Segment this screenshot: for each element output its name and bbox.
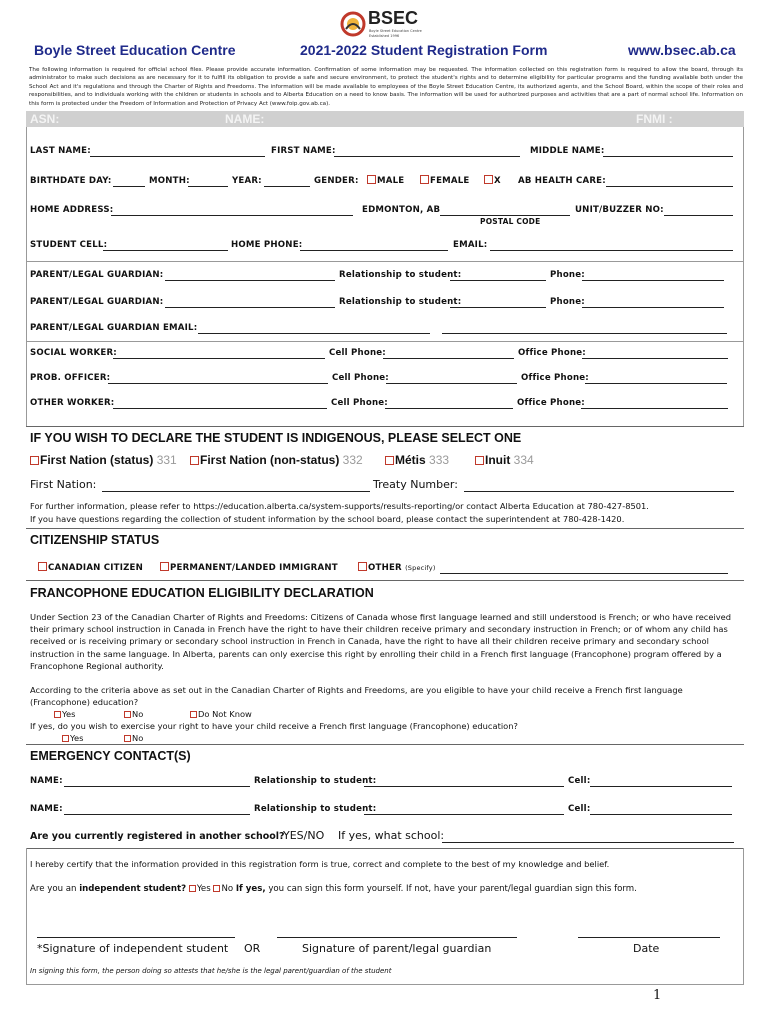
other-school-question: Are you currently registered in another school?	[30, 831, 285, 842]
independent-no-option[interactable]: No	[213, 884, 233, 894]
postal-code-label: POSTAL CODE	[480, 217, 541, 226]
q1-dont-know-option[interactable]: Do Not Know	[190, 709, 252, 719]
asn-label: ASN:	[30, 112, 60, 126]
emergency2-relationship-field[interactable]	[364, 814, 564, 815]
guardian1-field[interactable]	[165, 280, 335, 281]
divider	[26, 341, 744, 342]
q1-dont-know-checkbox[interactable]	[190, 711, 197, 718]
month-field[interactable]	[188, 186, 228, 187]
guardian2-relationship-label: Relationship to student:	[339, 297, 462, 307]
divider	[26, 528, 744, 529]
canadian-citizen-option[interactable]: CANADIAN CITIZEN	[38, 562, 143, 573]
ab-health-field[interactable]	[606, 186, 733, 187]
emergency1-name-label: NAME:	[30, 776, 63, 786]
other-school-field[interactable]	[442, 842, 734, 843]
other-worker-label: OTHER WORKER:	[30, 398, 115, 408]
date-label: Date	[633, 942, 660, 955]
first-name-field[interactable]	[334, 156, 520, 157]
social-office-field[interactable]	[582, 358, 728, 359]
home-phone-field[interactable]	[300, 250, 448, 251]
date-line[interactable]	[578, 937, 720, 938]
first-nation-nonstatus-option[interactable]: First Nation (non-status) 332	[190, 453, 363, 467]
guardian1-relationship-label: Relationship to student:	[339, 270, 462, 280]
guardian2-phone-label: Phone:	[550, 297, 585, 307]
q1-no-option[interactable]: No	[124, 709, 143, 719]
prob-office-field[interactable]	[585, 383, 727, 384]
bsec-logo-icon	[340, 11, 366, 37]
school-name: Boyle Street Education Centre	[34, 42, 236, 58]
other-office-field[interactable]	[581, 408, 728, 409]
guardian-signature-line[interactable]	[277, 937, 517, 938]
q2-no-option[interactable]: No	[124, 733, 143, 743]
citizenship-heading: CITIZENSHIP STATUS	[30, 533, 160, 547]
independent-signature-line[interactable]	[37, 937, 235, 938]
other-citizenship-checkbox[interactable]	[358, 562, 367, 571]
divider	[26, 426, 744, 427]
id-bar	[26, 111, 744, 127]
independent-yes-option[interactable]: Yes	[189, 884, 211, 894]
independent-no-checkbox[interactable]	[213, 885, 220, 892]
divider	[26, 744, 744, 745]
q1-no-checkbox[interactable]	[124, 711, 131, 718]
logo	[340, 8, 430, 40]
male-checkbox[interactable]	[367, 175, 376, 184]
divider	[26, 580, 744, 581]
emergency2-relationship-label: Relationship to student:	[254, 804, 377, 814]
email-label: EMAIL:	[453, 240, 488, 250]
other-citizenship-option[interactable]: OTHER (Specify)	[358, 562, 436, 573]
birthdate-day-field[interactable]	[113, 186, 145, 187]
first-name-label: FIRST NAME:	[271, 146, 336, 156]
social-worker-label: SOCIAL WORKER:	[30, 348, 117, 358]
guardian2-phone-field[interactable]	[582, 307, 724, 308]
guardian2-label: PARENT/LEGAL GUARDIAN:	[30, 297, 164, 307]
indigenous-note-1: For further information, please refer to https://education.alberta.ca/system-supports/results-reporting/or contact Alberta Education at 780-427-8501.	[30, 501, 649, 511]
francophone-question-1: According to the criteria above as set out in the Canadian Charter of Rights and Freedoms, are you eligible to have your child receive a French first language (Francophone) education?	[30, 685, 683, 708]
name-label: NAME:	[225, 112, 265, 126]
logo-line1: Boyle Street Education Centre	[369, 29, 422, 33]
permanent-checkbox[interactable]	[160, 562, 169, 571]
q2-yes-checkbox[interactable]	[62, 735, 69, 742]
divider	[26, 984, 744, 985]
independent-yes-checkbox[interactable]	[189, 885, 196, 892]
guardian1-phone-field[interactable]	[582, 280, 724, 281]
guardian1-phone-label: Phone:	[550, 270, 585, 280]
guardian2-relationship-field[interactable]	[450, 307, 546, 308]
male-option[interactable]: MALE	[367, 175, 404, 186]
guardian1-relationship-field[interactable]	[450, 280, 546, 281]
emergency1-relationship-field[interactable]	[364, 786, 564, 787]
q1-yes-checkbox[interactable]	[54, 711, 61, 718]
guardian-email-field2[interactable]	[442, 333, 727, 334]
year-field[interactable]	[264, 186, 310, 187]
metis-checkbox[interactable]	[385, 456, 394, 465]
last-name-label: LAST NAME:	[30, 146, 91, 156]
guardian2-field[interactable]	[165, 307, 335, 308]
emergency2-name-field[interactable]	[64, 814, 250, 815]
website-link[interactable]: www.bsec.ab.ca	[628, 42, 736, 58]
female-checkbox[interactable]	[420, 175, 429, 184]
page-number: 1	[653, 988, 662, 1003]
prob-officer-label: PROB. OFFICER:	[30, 373, 111, 383]
emergency1-name-field[interactable]	[64, 786, 250, 787]
x-option[interactable]: X	[484, 175, 501, 186]
first-nation-nonstatus-checkbox[interactable]	[190, 456, 199, 465]
prob-office-label: Office Phone:	[521, 373, 589, 383]
last-name-field[interactable]	[90, 156, 265, 157]
guardian1-label: PARENT/LEGAL GUARDIAN:	[30, 270, 164, 280]
email-field[interactable]	[490, 250, 733, 251]
social-office-label: Office Phone:	[518, 348, 586, 358]
other-school-yesno[interactable]: YES/NO	[283, 829, 325, 842]
guardian-email-field1[interactable]	[198, 333, 430, 334]
other-worker-field[interactable]	[113, 408, 327, 409]
logo-name: BSEC	[368, 8, 419, 28]
gender-label: GENDER:	[314, 176, 359, 186]
social-cell-field[interactable]	[383, 358, 514, 359]
first-nation-label: First Nation:	[30, 478, 97, 491]
city-label: EDMONTON, AB	[362, 205, 441, 215]
unit-label: UNIT/BUZZER NO:	[575, 205, 664, 215]
divider	[26, 261, 744, 262]
emergency2-cell-field[interactable]	[590, 814, 732, 815]
fnmi-label: FNMI :	[636, 112, 673, 126]
emergency-heading: EMERGENCY CONTACT(S)	[30, 749, 191, 763]
other-cell-field[interactable]	[385, 408, 513, 409]
independent-question: Are you an independent student? Yes No If yes, you can sign this form yourself. If not, have your parent/legal guardian sign this form.	[30, 884, 637, 894]
emergency1-cell-field[interactable]	[590, 786, 732, 787]
independent-signature-label: *Signature of independent student	[37, 942, 229, 955]
other-school-ifyes: If yes, what school:	[338, 829, 445, 842]
postal-code-field[interactable]	[440, 215, 570, 216]
treaty-label: Treaty Number:	[373, 478, 458, 491]
female-option[interactable]: FEMALE	[420, 175, 470, 186]
student-cell-field[interactable]	[103, 250, 228, 251]
unit-field[interactable]	[664, 215, 733, 216]
inuit-checkbox[interactable]	[475, 456, 484, 465]
emergency2-name-label: NAME:	[30, 804, 63, 814]
canadian-citizen-checkbox[interactable]	[38, 562, 47, 571]
certify-text: I hereby certify that the information provided in this registration form is true, correct and complete to the best of my knowledge and belief.	[30, 859, 610, 869]
indigenous-note-2: If you have questions regarding the collection of student information by the school board, please contact the superintendent at 780-428-1420.	[30, 514, 625, 524]
q1-yes-option[interactable]: Yes	[54, 709, 75, 719]
middle-name-label: MIDDLE NAME:	[530, 146, 605, 156]
birthdate-day-label: BIRTHDATE DAY:	[30, 176, 112, 186]
signature-footnote: In signing this form, the person doing so attests that he/she is the legal parent/guardian of the student	[30, 967, 392, 975]
guardian-signature-label: Signature of parent/legal guardian	[302, 942, 492, 955]
francophone-heading: FRANCOPHONE EDUCATION ELIGIBILITY DECLARATION	[30, 586, 374, 600]
prob-cell-label: Cell Phone:	[332, 373, 389, 383]
form-title: 2021-2022 Student Registration Form	[300, 42, 548, 58]
home-address-label: HOME ADDRESS:	[30, 205, 114, 215]
emergency2-cell-label: Cell:	[568, 804, 591, 814]
first-nation-field[interactable]	[102, 491, 370, 492]
francophone-question-2: If yes, do you wish to exercise your right to have your child receive a French first language (Francophone) education?	[30, 721, 518, 731]
emergency1-cell-label: Cell:	[568, 776, 591, 786]
inuit-option[interactable]: Inuit 334	[475, 453, 534, 467]
home-phone-label: HOME PHONE:	[231, 240, 303, 250]
first-nation-status-option[interactable]: First Nation (status) 331	[30, 453, 177, 467]
prob-cell-field[interactable]	[386, 383, 517, 384]
student-cell-label: STUDENT CELL:	[30, 240, 108, 250]
prob-officer-field[interactable]	[108, 383, 328, 384]
month-label: MONTH:	[149, 176, 190, 186]
social-cell-label: Cell Phone:	[329, 348, 386, 358]
q2-yes-option[interactable]: Yes	[62, 733, 83, 743]
ab-health-label: AB HEALTH CARE:	[518, 176, 606, 186]
logo-line2: Established 1996	[369, 34, 400, 38]
permanent-option[interactable]: PERMANENT/LANDED IMMIGRANT	[160, 562, 338, 573]
x-checkbox[interactable]	[484, 175, 493, 184]
other-office-label: Office Phone:	[517, 398, 585, 408]
or-label: OR	[244, 942, 261, 955]
other-citizenship-field[interactable]	[440, 573, 728, 574]
guardian-email-label: PARENT/LEGAL GUARDIAN EMAIL:	[30, 323, 198, 333]
social-worker-field[interactable]	[113, 358, 325, 359]
intro-text: The following information is required for official school files. Please provide accurate information. Confirmation of some information may be requested. The information collected on this registration form is required to allow the board, through its administrator to make such decisions as are necessary for it to fulfill its obligation to provide a safe and secure environment, to protect the student's rights and to determine eligibility for particular programs and the funding available both under the School Act and it's regulations and through the Charter of Rights and Freedoms. The information will be made available to employees of the Boyle Street Education Centre, its authorized agents, and the School Board, within the scope of their roles and responsibilities, and to individuals working with the children or students in schools and to Alberta Education on a need to know basis. The information will be used for authorized purposes and activities that are a part of normal school life. Information on this form is protected under the Freedom of Information and Protection of Privacy Act (www.foip.gov.ab.ca).	[29, 67, 743, 107]
francophone-paragraph: Under Section 23 of the Canadian Charter of Rights and Freedoms: Citizens of Canada whose first language learned and still understood is French; or who have received their primary school instruction in Canada in French have the right to have their children receive primary and secondary instruction in French; or of whom any child has received or is receiving primary or secondary school instruction in French in Canada, have the right to have all their children receive primary and secondary school instruction in the same language. In Alberta, parents can only exercise this right by enrolling their child in a French first language (Francophone) program offered by a Francophone Regional authority.	[30, 612, 732, 671]
year-label: YEAR:	[232, 176, 262, 186]
indigenous-heading: IF YOU WISH TO DECLARE THE STUDENT IS INDIGENOUS, PLEASE SELECT ONE	[30, 431, 522, 445]
q2-no-checkbox[interactable]	[124, 735, 131, 742]
metis-option[interactable]: Métis 333	[385, 453, 449, 467]
home-address-field[interactable]	[111, 215, 353, 216]
middle-name-field[interactable]	[603, 156, 733, 157]
emergency1-relationship-label: Relationship to student:	[254, 776, 377, 786]
first-nation-status-checkbox[interactable]	[30, 456, 39, 465]
treaty-field[interactable]	[464, 491, 734, 492]
other-cell-label: Cell Phone:	[331, 398, 388, 408]
